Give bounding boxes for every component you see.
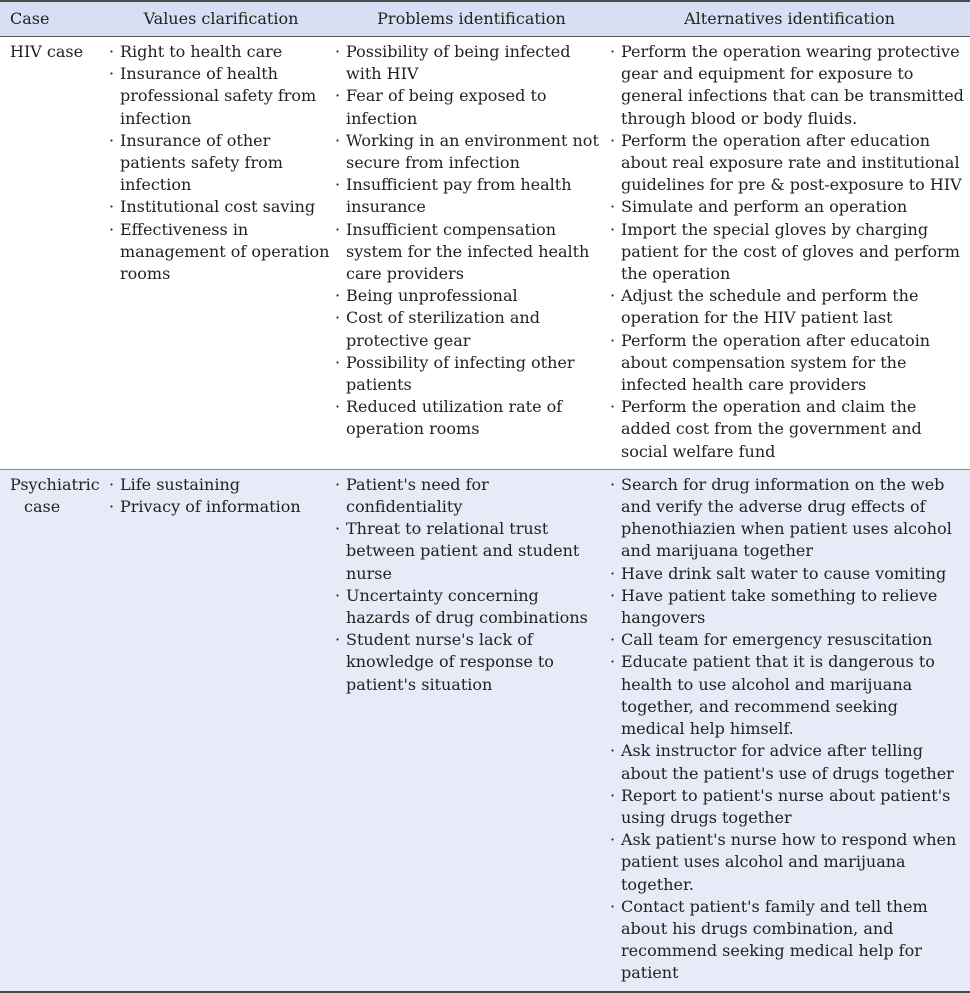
list-item: · Privacy of information xyxy=(108,496,330,518)
list-item: · Being unprofessional xyxy=(334,285,605,307)
list-item: · Simulate and perform an operation xyxy=(609,196,966,218)
list-item: · Working in an environment not secure from infection xyxy=(334,130,605,174)
list-item: · Insurance of other patients safety from infection xyxy=(108,130,330,197)
case-cell xyxy=(0,37,108,470)
list-item: · Right to health care xyxy=(108,41,330,63)
list-item: · Ask instructor for advice after telling about the patient's use of drugs together xyxy=(609,740,966,784)
list-item: · Have drink salt water to cause vomiting xyxy=(609,563,966,585)
table-row xyxy=(0,37,970,470)
list-item: · Effectiveness in management of operation rooms xyxy=(108,219,330,286)
header-alternatives: Alternatives identification xyxy=(609,1,970,37)
list-item: · Perform the operation after education about real exposure rate and institutional guidelines for pre & post-exposure to HIV xyxy=(609,130,966,197)
values-list xyxy=(108,41,334,285)
problems-cell xyxy=(334,469,609,991)
table-header xyxy=(0,1,970,37)
table-row xyxy=(0,469,970,991)
list-item: · Report to patient's nurse about patient's using drugs together xyxy=(609,785,966,829)
list-item: · Fear of being exposed to infection xyxy=(334,85,605,129)
case-label-line1: Psychiatric xyxy=(10,474,100,494)
list-item: · Uncertainty concerning hazards of drug combinations xyxy=(334,585,605,629)
list-item: · Possibility of being infected with HIV xyxy=(334,41,605,85)
list-item: · Life sustaining xyxy=(108,474,330,496)
list-item: · Reduced utilization rate of operation rooms xyxy=(334,396,605,440)
list-item: · Insurance of health professional safety from infection xyxy=(108,63,330,130)
header-row xyxy=(0,1,970,37)
header-problems: Problems identification xyxy=(334,1,609,37)
list-item: · Call team for emergency resuscitation xyxy=(609,629,966,651)
list-item: · Search for drug information on the web and verify the adverse drug effects of phenothiazien when patient uses alcohol and marijuana together xyxy=(609,474,966,563)
problems-list xyxy=(334,41,609,441)
list-item: · Institutional cost saving xyxy=(108,196,330,218)
list-item: · Student nurse's lack of knowledge of response to patient's situation xyxy=(334,629,605,696)
case-label xyxy=(10,41,108,63)
case-cell xyxy=(0,469,108,991)
list-item: · Insufficient pay from health insurance xyxy=(334,174,605,218)
problems-cell xyxy=(334,37,609,470)
list-item: · Perform the operation and claim the added cost from the government and social welfare fund xyxy=(609,396,966,463)
alternatives-cell xyxy=(609,469,970,991)
list-item: · Import the special gloves by charging patient for the cost of gloves and perform the operation xyxy=(609,219,966,286)
list-item: · Insufficient compensation system for the infected health care providers xyxy=(334,219,605,286)
list-item: · Perform the operation after educatoin about compensation system for the infected health care providers xyxy=(609,330,966,397)
header-values: Values clarification xyxy=(108,1,334,37)
alternatives-list xyxy=(609,41,970,463)
case-label xyxy=(10,474,108,518)
header-case: Case xyxy=(0,1,108,37)
list-item: · Cost of sterilization and protective gear xyxy=(334,307,605,351)
list-item: · Contact patient's family and tell them about his drugs combination, and recommend seeking medical help for patient xyxy=(609,896,966,985)
list-item: · Have patient take something to relieve hangovers xyxy=(609,585,966,629)
list-item: · Patient's need for confidentiality xyxy=(334,474,605,518)
list-item: · Ask patient's nurse how to respond when patient uses alcohol and marijuana together. xyxy=(609,829,966,896)
case-label-line1: HIV case xyxy=(10,42,84,61)
alternatives-list xyxy=(609,474,970,985)
list-item: · Possibility of infecting other patients xyxy=(334,352,605,396)
values-cell xyxy=(108,37,334,470)
problems-list xyxy=(334,474,609,696)
values-cell xyxy=(108,469,334,991)
alternatives-cell xyxy=(609,37,970,470)
case-label-line2: case xyxy=(24,497,61,517)
list-item: · Perform the operation wearing protective gear and equipment for exposure to general infections that can be transmitted through blood or body fluids. xyxy=(609,41,966,130)
values-list xyxy=(108,474,334,518)
list-item: · Threat to relational trust between patient and student nurse xyxy=(334,518,605,585)
list-item: · Educate patient that it is dangerous to health to use alcohol and marijuana together, and recommend seeking medical help himself. xyxy=(609,651,966,740)
list-item: · Adjust the schedule and perform the operation for the HIV patient last xyxy=(609,285,966,329)
